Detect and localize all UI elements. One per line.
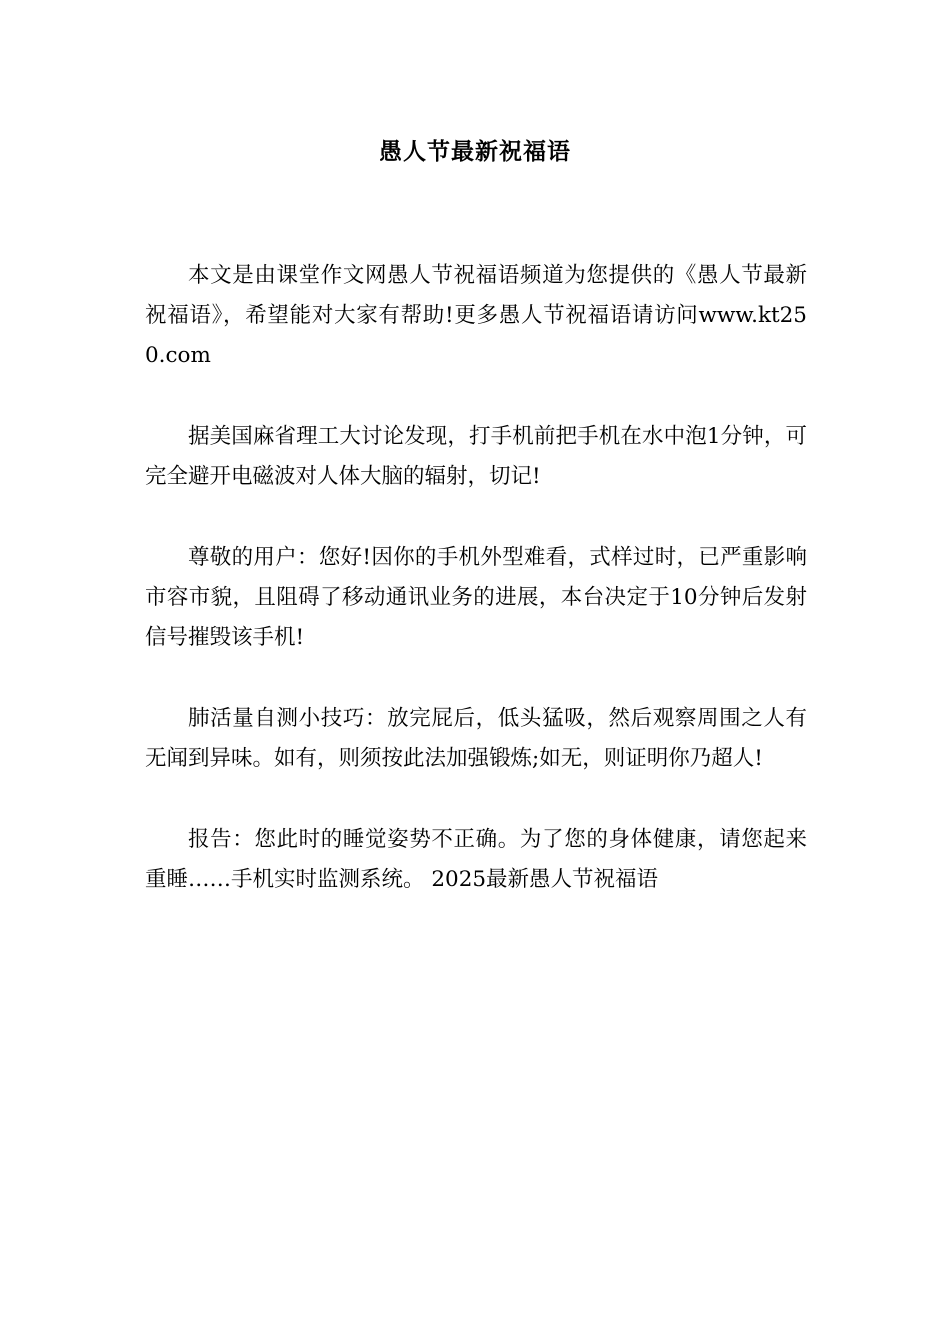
paragraph-sleep-report: 报告：您此时的睡觉姿势不正确。为了您的身体健康，请您起来重睡……手机实时监测系统。 2025最新愚人节祝福语: [145, 827, 807, 892]
paragraph-phone-water: 据美国麻省理工大讨论发现，打手机前把手机在水中泡1分钟，可完全避开电磁波对人体大脑的辐射，切记!: [145, 424, 807, 489]
paragraph-user-notice: 尊敬的用户：您好!因你的手机外型难看，式样过时，已严重影响市容市貌，且阻碍了移动通讯业务的进展，本台决定于10分钟后发射信号摧毁该手机!: [145, 545, 807, 650]
paragraph-intro: 本文是由课堂作文网愚人节祝福语频道为您提供的《愚人节最新祝福语》，希望能对大家有帮助!更多愚人节祝福语请访问www.kt250.com: [145, 263, 807, 368]
document-title: 愚人节最新祝福语: [379, 139, 571, 165]
document-body: [145, 256, 807, 941]
paragraph-lung-test: 肺活量自测小技巧：放完屁后，低头猛吸，然后观察周围之人有无闻到异味。如有，则须按此法加强锻炼;如无，则证明你乃超人!: [145, 706, 807, 771]
